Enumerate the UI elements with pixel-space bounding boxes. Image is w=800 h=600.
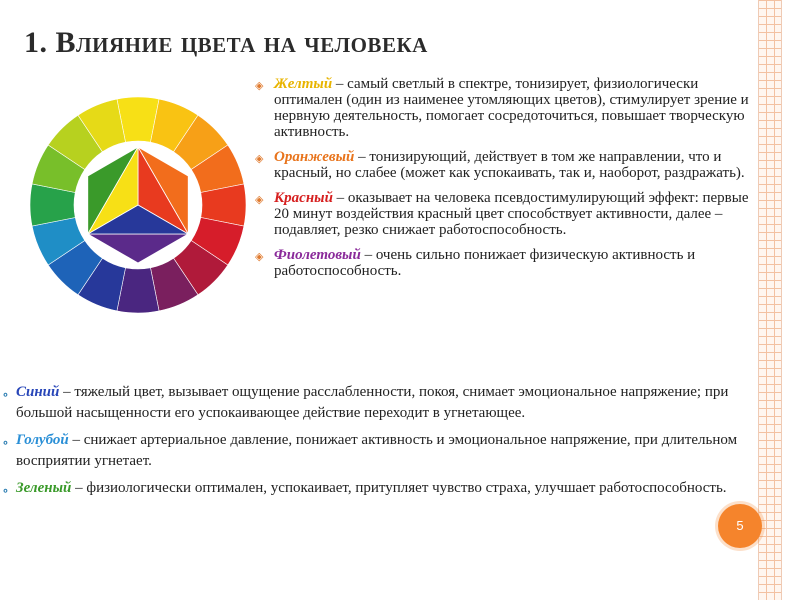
page-number-badge: 5 [718, 504, 762, 548]
color-description: – снижает артериальное давление, понижает активность и эмоциональное напряжение, при длительном восприятии угнетает. [16, 432, 738, 469]
bullet-marker-icon: ∘ [2, 485, 9, 497]
color-description: – тяжелый цвет, вызывает ощущение расслабленности, покоя, снимает эмоциональное напряжение; при большой насыщенности его успокаивающее действие переходит в угнетающее. [16, 384, 729, 421]
color-description: – самый светлый в спектре, тонизирует, физиологически оптимален (один из наименее утомляющих цветов), стимулирует зрение и нервную деятельность, помогает сосредоточиться, повышает творческую активность. [274, 76, 749, 140]
color-term: Оранжевый [274, 149, 355, 165]
bottom-item-0 [2, 382, 760, 424]
bullets-item-3 [252, 247, 762, 279]
top-bullet-list [252, 76, 762, 288]
bullet-marker-icon: ◈ [255, 194, 264, 206]
color-term: Фиолетовый [274, 247, 361, 263]
bullets-item-1 [252, 149, 762, 181]
slide-title: 1. Влияние цвета на человека [24, 26, 428, 59]
color-wheel-image [28, 95, 248, 315]
bottom-item-2 [2, 478, 760, 499]
bottom-bullet-list [2, 382, 760, 505]
color-description: – физиологически оптимален, успокаивает, притупляет чувство страха, улучшает работоспособность. [71, 480, 727, 496]
bullet-marker-icon: ◈ [255, 153, 264, 165]
color-description: – очень сильно понижает физическую активность и работоспособность. [274, 247, 696, 279]
bullets-item-0 [252, 76, 762, 140]
color-wheel-svg [28, 95, 248, 315]
bullet-marker-icon: ◈ [255, 251, 264, 263]
color-description: – оказывает на человека псевдостимулирующий эффект: первые 20 минут воздействия красный цвет способствует активности, далее – подавляет, резко снижает работоспособность. [274, 190, 749, 238]
bullet-marker-icon: ◈ [255, 80, 264, 92]
color-description: – тонизирующий, действует в том же направлении, что и красный, но слабее (может как успокаивать, так и, наоборот, раздражать). [274, 149, 745, 181]
bullets-item-2 [252, 190, 762, 238]
bullet-marker-icon: ∘ [2, 437, 9, 449]
color-term: Синий [16, 384, 60, 400]
color-term: Красный [274, 190, 333, 206]
bottom-item-1 [2, 430, 760, 472]
color-term: Желтый [274, 76, 333, 92]
color-term: Голубой [16, 432, 69, 448]
bullet-marker-icon: ∘ [2, 389, 9, 401]
color-term: Зеленый [16, 480, 72, 496]
